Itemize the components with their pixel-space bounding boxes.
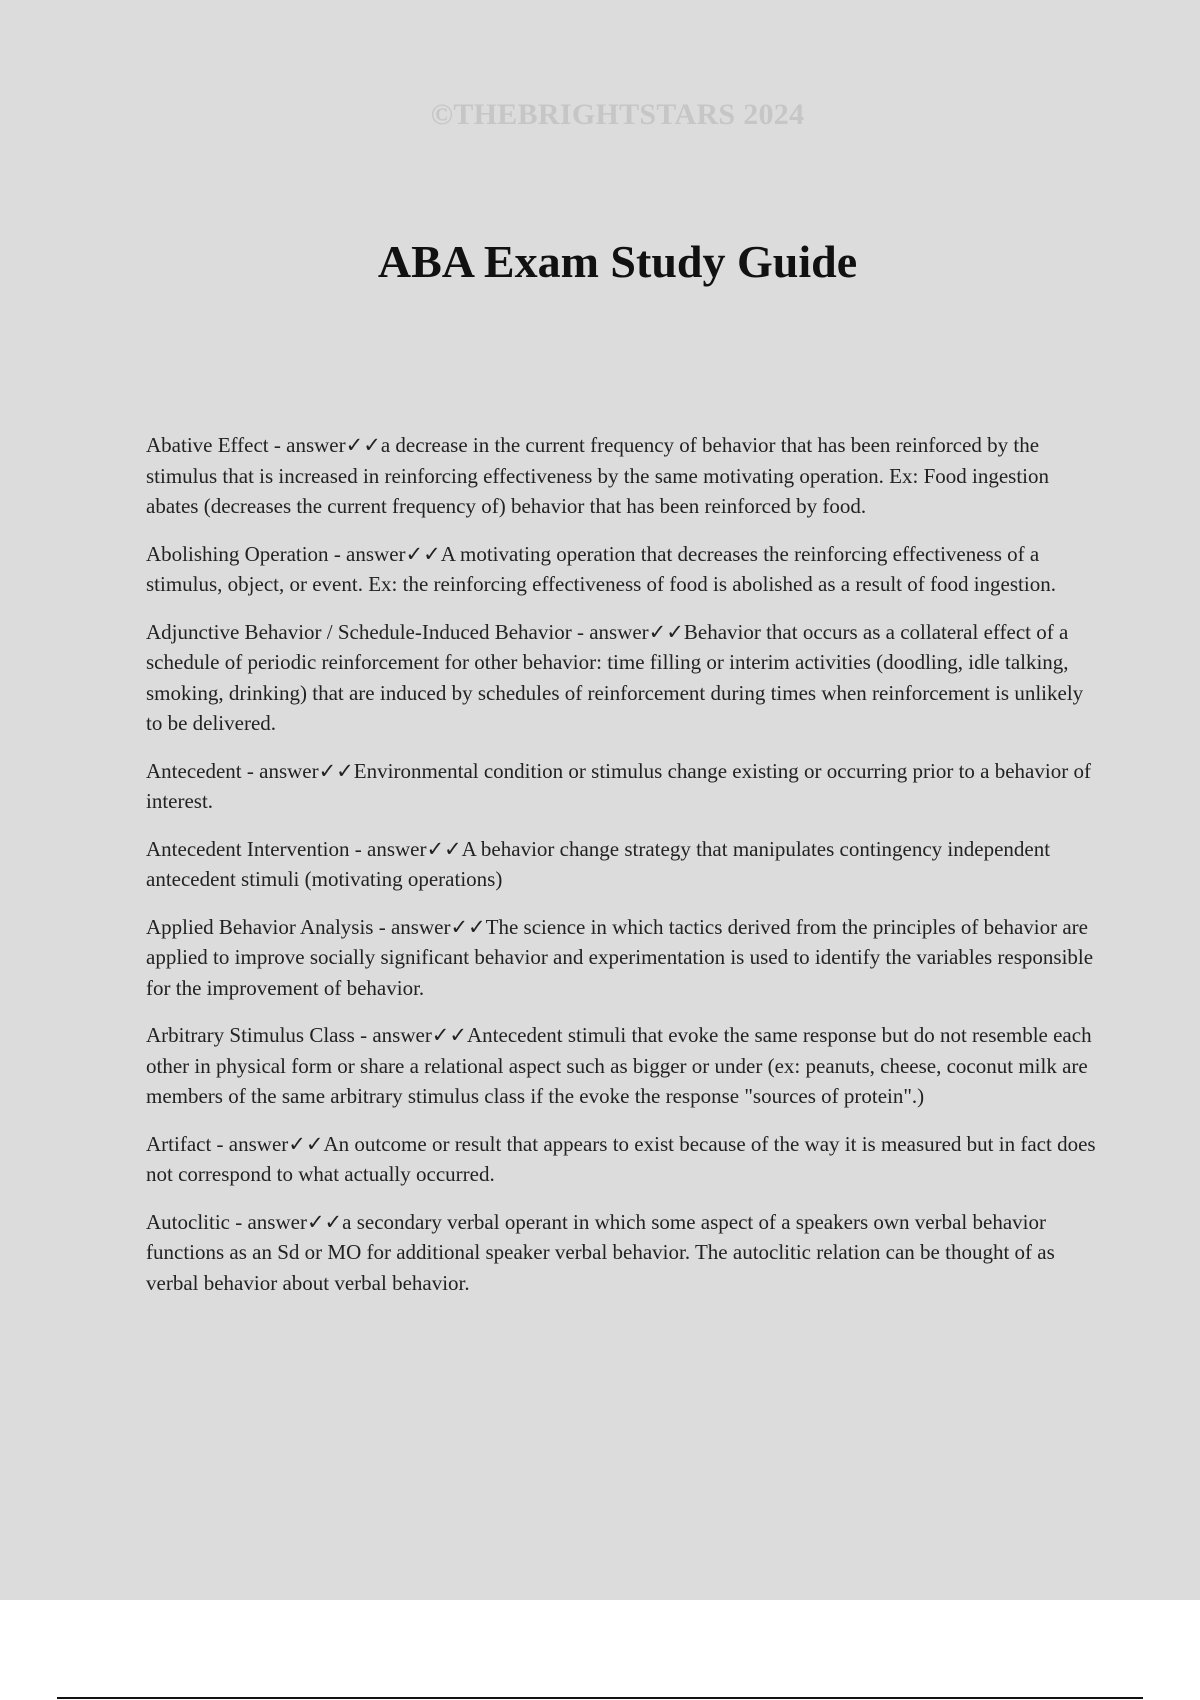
- page-divider: [57, 1697, 1143, 1699]
- copyright-watermark: ©THEBRIGHTSTARS 2024: [430, 98, 805, 131]
- entry-term: Antecedent: [146, 758, 242, 783]
- entry-term: Adjunctive Behavior / Schedule-Induced Behavior: [146, 619, 572, 644]
- glossary-entry: [146, 1020, 1096, 1112]
- page-title: ABA Exam Study Guide: [377, 236, 858, 287]
- glossary-entry: [146, 430, 1096, 522]
- entry-separator: - answer✓✓: [328, 541, 441, 566]
- entry-separator: - answer✓✓: [571, 619, 684, 644]
- entry-separator: - answer✓✓: [354, 1023, 468, 1047]
- glossary-entry: [146, 539, 1096, 600]
- glossary-list: [146, 430, 1096, 1315]
- entry-term: Artifact: [146, 1131, 212, 1156]
- entry-separator: - answer✓✓: [268, 433, 381, 457]
- entry-definition: A motivating operation that decreases the reinforcing effectiveness of a stimulus, object, or event. Ex: the reinforcing effectiveness of food is abolished as a result of food ingestion.: [146, 541, 1056, 596]
- entry-separator: - answer✓✓: [229, 1209, 343, 1234]
- glossary-entry: [146, 1129, 1096, 1190]
- entry-definition: Antecedent stimuli that evoke the same response but do not resemble each other in physical form or share a relational aspect such as bigger or under (ex: peanuts, cheese, coconut milk are members of the same arbitrary stimulus class if the evoke the response "sources of protein".): [146, 1023, 1092, 1108]
- entry-definition: Behavior that occurs as a collateral effect of a schedule of periodic reinforcement for other behavior: time filling or interim activities (doodling, idle talking, smoking, drinking) that are induced by schedules of reinforcement during times when reinforcement is unlikely to be delivered.: [146, 619, 1084, 735]
- entry-separator: - answer✓✓: [241, 758, 354, 783]
- glossary-entry: [146, 1207, 1096, 1299]
- entry-term: Applied Behavior Analysis: [146, 914, 374, 939]
- glossary-entry: [146, 912, 1096, 1004]
- entry-definition: a secondary verbal operant in which some aspect of a speakers own verbal behavior functions as an Sd or MO for additional speaker verbal behavior. The autoclitic relation can be thought of as verbal behavior about verbal behavior.: [146, 1209, 1055, 1295]
- entry-term: Antecedent Intervention: [146, 836, 350, 861]
- entry-separator: - answer✓✓: [349, 836, 462, 861]
- entry-definition: a decrease in the current frequency of behavior that has been reinforced by the stimulus that is increased in reinforcing effectiveness by the same motivating operation. Ex: Food ingestion abates (decreases the current frequency of) behavior that has been reinforced by food.: [146, 433, 1049, 518]
- glossary-entry: [146, 834, 1096, 895]
- entry-term: Abolishing Operation: [146, 541, 329, 566]
- entry-term: Abative Effect: [146, 433, 269, 457]
- entry-definition: The science in which tactics derived from the principles of behavior are applied to improve socially significant behavior and experimentation is used to identify the variables responsible for the improvement of behavior.: [146, 914, 1094, 1000]
- glossary-entry: [146, 617, 1096, 739]
- entry-separator: - answer✓✓: [373, 914, 486, 939]
- entry-definition: A behavior change strategy that manipulates contingency independent antecedent stimuli (motivating operations): [146, 836, 1051, 891]
- entry-definition: Environmental condition or stimulus change existing or occurring prior to a behavior of interest.: [146, 758, 1091, 813]
- entry-term: Arbitrary Stimulus Class: [146, 1023, 355, 1047]
- entry-term: Autoclitic: [146, 1209, 230, 1234]
- entry-separator: - answer✓✓: [211, 1131, 324, 1156]
- glossary-entry: [146, 756, 1096, 817]
- entry-definition: An outcome or result that appears to exist because of the way it is measured but in fact does not correspond to what actually occurred.: [146, 1131, 1096, 1186]
